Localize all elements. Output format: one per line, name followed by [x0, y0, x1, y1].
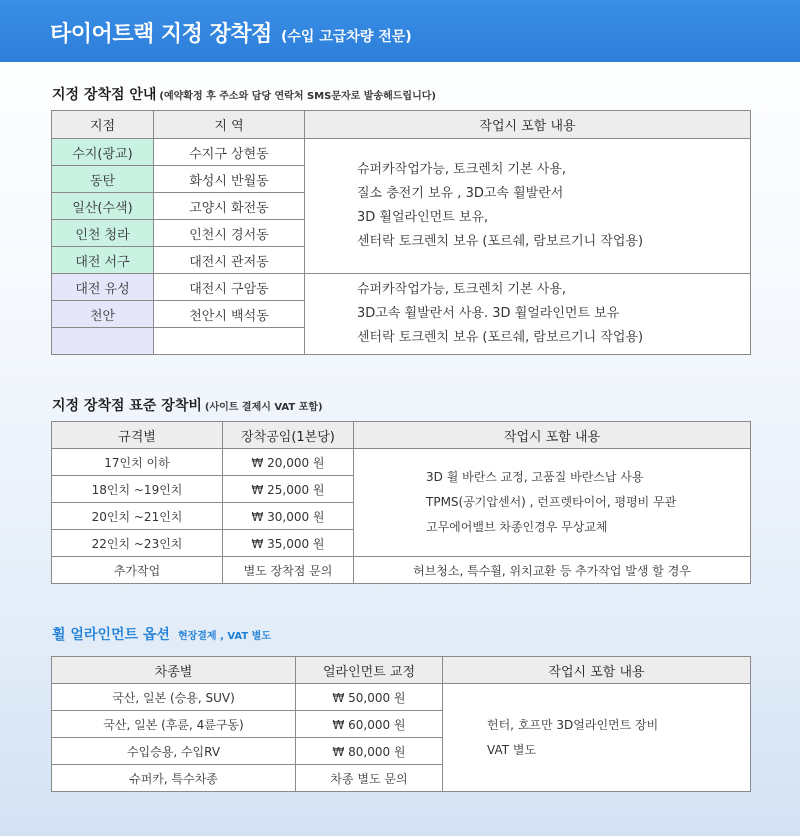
- desc-line: 슈퍼카작업가능, 토크렌치 기본 사용,: [357, 282, 567, 297]
- branch-area: 천안시 백석동: [154, 301, 305, 328]
- desc-line: 고무에어밸브 차종인경우 무상교체: [426, 520, 608, 534]
- size-cell: 17인치 이하: [52, 449, 223, 476]
- section1-note: (예약확정 후 주소와 담당 연락처 SMS문자로 발송해드립니다): [159, 91, 436, 102]
- section-title-install-fee: [52, 395, 323, 415]
- branch-name: 천안: [52, 301, 154, 328]
- desc-line: TPMS(공기압센서) , 런프렛타이어, 평평비 무관: [426, 495, 677, 509]
- section1-title: 지정 장착점 안내: [52, 87, 157, 103]
- branch-name: 인천 청라: [52, 220, 154, 247]
- branch-area: 대전시 구암동: [154, 274, 305, 301]
- price-cell: ₩ 30,000 원: [223, 503, 354, 530]
- table-header-row: [52, 111, 751, 139]
- extra-price: 별도 장착점 문의: [223, 557, 354, 584]
- branch-desc-a: [305, 139, 751, 274]
- branch-name: 수지(광교): [52, 139, 154, 166]
- column-header: 차종별: [52, 657, 296, 684]
- install-desc: [354, 449, 751, 557]
- desc-line: 센터락 토크렌치 보유 (포르쉐, 람보르기니 작업용): [357, 330, 644, 345]
- price-cell: ₩ 80,000 원: [296, 738, 443, 765]
- desc-line: 3D 휠얼라인먼트 보유,: [357, 210, 489, 225]
- page-subtitle: (수입 고급차량 전문): [280, 29, 412, 45]
- column-header: 지 역: [154, 111, 305, 139]
- table-row: [52, 139, 751, 166]
- car-type-cell: 수입승용, 수입RV: [52, 738, 296, 765]
- table-header-row: [52, 422, 751, 449]
- column-header: 규격별: [52, 422, 223, 449]
- branch-area: 화성시 반월동: [154, 166, 305, 193]
- desc-line: 슈퍼카작업가능, 토크렌치 기본 사용,: [357, 162, 567, 177]
- table-row: [52, 449, 751, 476]
- branch-area: 수지구 상현동: [154, 139, 305, 166]
- branch-table: [51, 110, 751, 355]
- column-header: 작업시 포함 내용: [443, 657, 751, 684]
- size-cell: 20인치 ~21인치: [52, 503, 223, 530]
- branch-name: 동탄: [52, 166, 154, 193]
- branch-area: 인천시 경서동: [154, 220, 305, 247]
- branch-desc-b: [305, 274, 751, 355]
- desc-line: 3D고속 휠발란서 사용. 3D 휠얼라인먼트 보유: [357, 306, 620, 321]
- size-cell: 22인치 ~23인치: [52, 530, 223, 557]
- install-fee-table: [51, 421, 751, 584]
- price-cell: ₩ 50,000 원: [296, 684, 443, 711]
- branch-area: 고양시 화전동: [154, 193, 305, 220]
- column-header: 얼라인먼트 교정: [296, 657, 443, 684]
- branch-name: [52, 328, 154, 355]
- table-row: [52, 274, 751, 301]
- desc-line: VAT 별도: [487, 742, 537, 757]
- car-type-cell: 국산, 일본 (승용, SUV): [52, 684, 296, 711]
- desc-line: 헌터, 호프만 3D얼라인먼트 장비: [487, 717, 659, 732]
- desc-line: 센터락 토크렌치 보유 (포르쉐, 람보르기니 작업용): [357, 234, 644, 249]
- price-cell: ₩ 35,000 원: [223, 530, 354, 557]
- section3-title: 휠 얼라인먼트 옵션: [52, 627, 170, 643]
- car-type-cell: 슈퍼카, 특수차종: [52, 765, 296, 792]
- table-row: [52, 557, 751, 584]
- branch-name: 대전 서구: [52, 247, 154, 274]
- table-header-row: [52, 657, 751, 684]
- price-cell: ₩ 25,000 원: [223, 476, 354, 503]
- section3-note: 현장결제 , VAT 별도: [177, 631, 272, 642]
- branch-name: 일산(수색): [52, 193, 154, 220]
- price-cell: ₩ 20,000 원: [223, 449, 354, 476]
- branch-name: 대전 유성: [52, 274, 154, 301]
- branch-area: [154, 328, 305, 355]
- table-row: [52, 684, 751, 711]
- column-header: 작업시 포함 내용: [354, 422, 751, 449]
- column-header: 작업시 포함 내용: [305, 111, 751, 139]
- desc-line: 질소 충전기 보유 , 3D고속 휠발란서: [357, 186, 564, 201]
- price-cell: 차종 별도 문의: [296, 765, 443, 792]
- size-cell: 18인치 ~19인치: [52, 476, 223, 503]
- alignment-table: [51, 656, 751, 792]
- section2-note: (사이트 결제시 VAT 포함): [204, 402, 323, 413]
- page-title: 타이어트랙 지정 장착점: [50, 22, 272, 47]
- branch-area: 대전시 관저동: [154, 247, 305, 274]
- extra-label: 추가작업: [52, 557, 223, 584]
- desc-line: 3D 휠 바란스 교정, 고품질 바란스납 사용: [426, 470, 644, 484]
- column-header: 지점: [52, 111, 154, 139]
- page-header: [0, 0, 800, 62]
- extra-desc: 허브청소, 특수휠, 위치교환 등 추가작업 발생 할 경우: [354, 557, 751, 584]
- price-cell: ₩ 60,000 원: [296, 711, 443, 738]
- section-title-branches: [52, 84, 436, 104]
- section2-title: 지정 장착점 표준 장착비: [52, 398, 202, 414]
- section-title-alignment: [52, 624, 271, 644]
- column-header: 장착공임(1본당): [223, 422, 354, 449]
- car-type-cell: 국산, 일본 (후륜, 4륜구동): [52, 711, 296, 738]
- alignment-desc: [443, 684, 751, 792]
